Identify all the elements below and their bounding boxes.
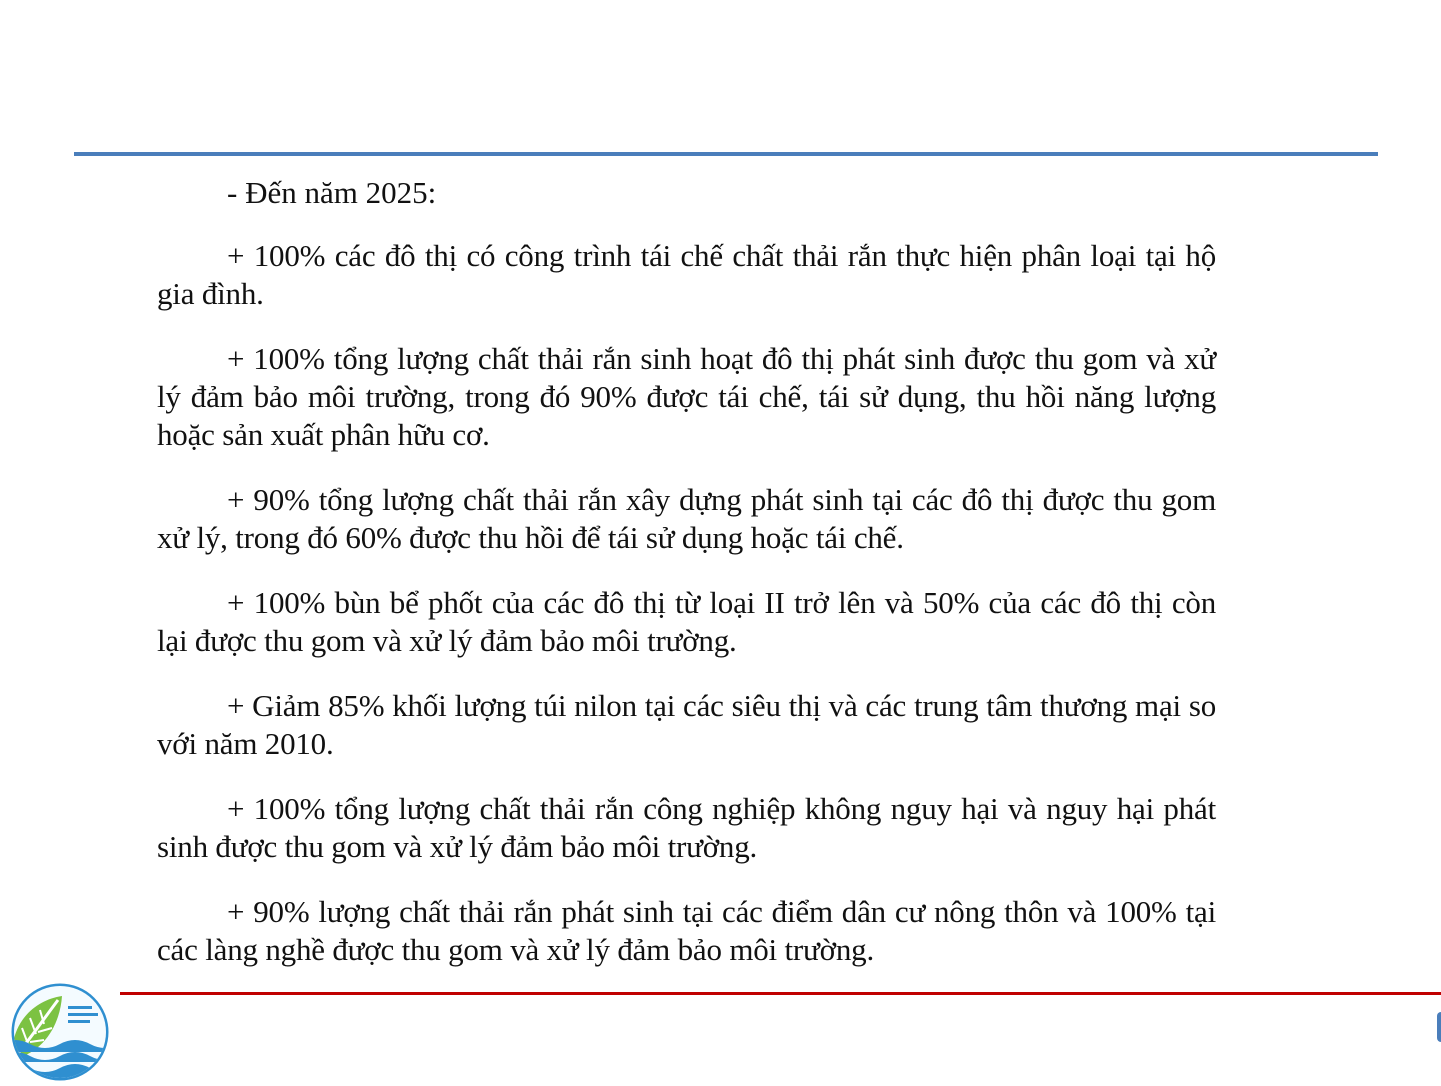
list-item: + 100% tổng lượng chất thải rắn công nghiệp không nguy hại và nguy hại phát sinh được thu gom và xử lý đảm bảo môi trường. (157, 791, 1216, 864)
list-item: + 90% tổng lượng chất thải rắn xây dựng phát sinh tại các đô thị được thu gom xử lý, trong đó 60% được thu hồi để tái sử dụng hoặc tái chế. (157, 482, 1216, 555)
slide-edge-marker (1437, 1012, 1441, 1042)
top-divider (74, 152, 1378, 156)
list-item: + 100% tổng lượng chất thải rắn sinh hoạt đô thị phát sinh được thu gom và xử lý đảm bảo môi trường, trong đó 90% được tái chế, tái sử dụng, thu hồi năng lượng hoặc sản xuất phân hữu cơ. (157, 341, 1216, 452)
list-item: + 100% bùn bể phốt của các đô thị từ loại II trở lên và 50% của các đô thị còn lại được thu gom và xử lý đảm bảo môi trường. (157, 585, 1216, 658)
bottom-divider (120, 992, 1441, 995)
leaf-and-water-logo-icon (0, 982, 120, 1081)
list-item: + 90% lượng chất thải rắn phát sinh tại các điểm dân cư nông thôn và 100% tại các làng nghề được thu gom và xử lý đảm bảo môi trường. (157, 894, 1216, 967)
list-item: + 100% các đô thị có công trình tái chế chất thải rắn thực hiện phân loại tại hộ gia đình. (157, 238, 1216, 311)
list-item: + Giảm 85% khối lượng túi nilon tại các siêu thị và các trung tâm thương mại so với năm 2010. (157, 688, 1216, 761)
section-heading: - Đến năm 2025: (227, 175, 437, 210)
document-body (157, 174, 1216, 996)
